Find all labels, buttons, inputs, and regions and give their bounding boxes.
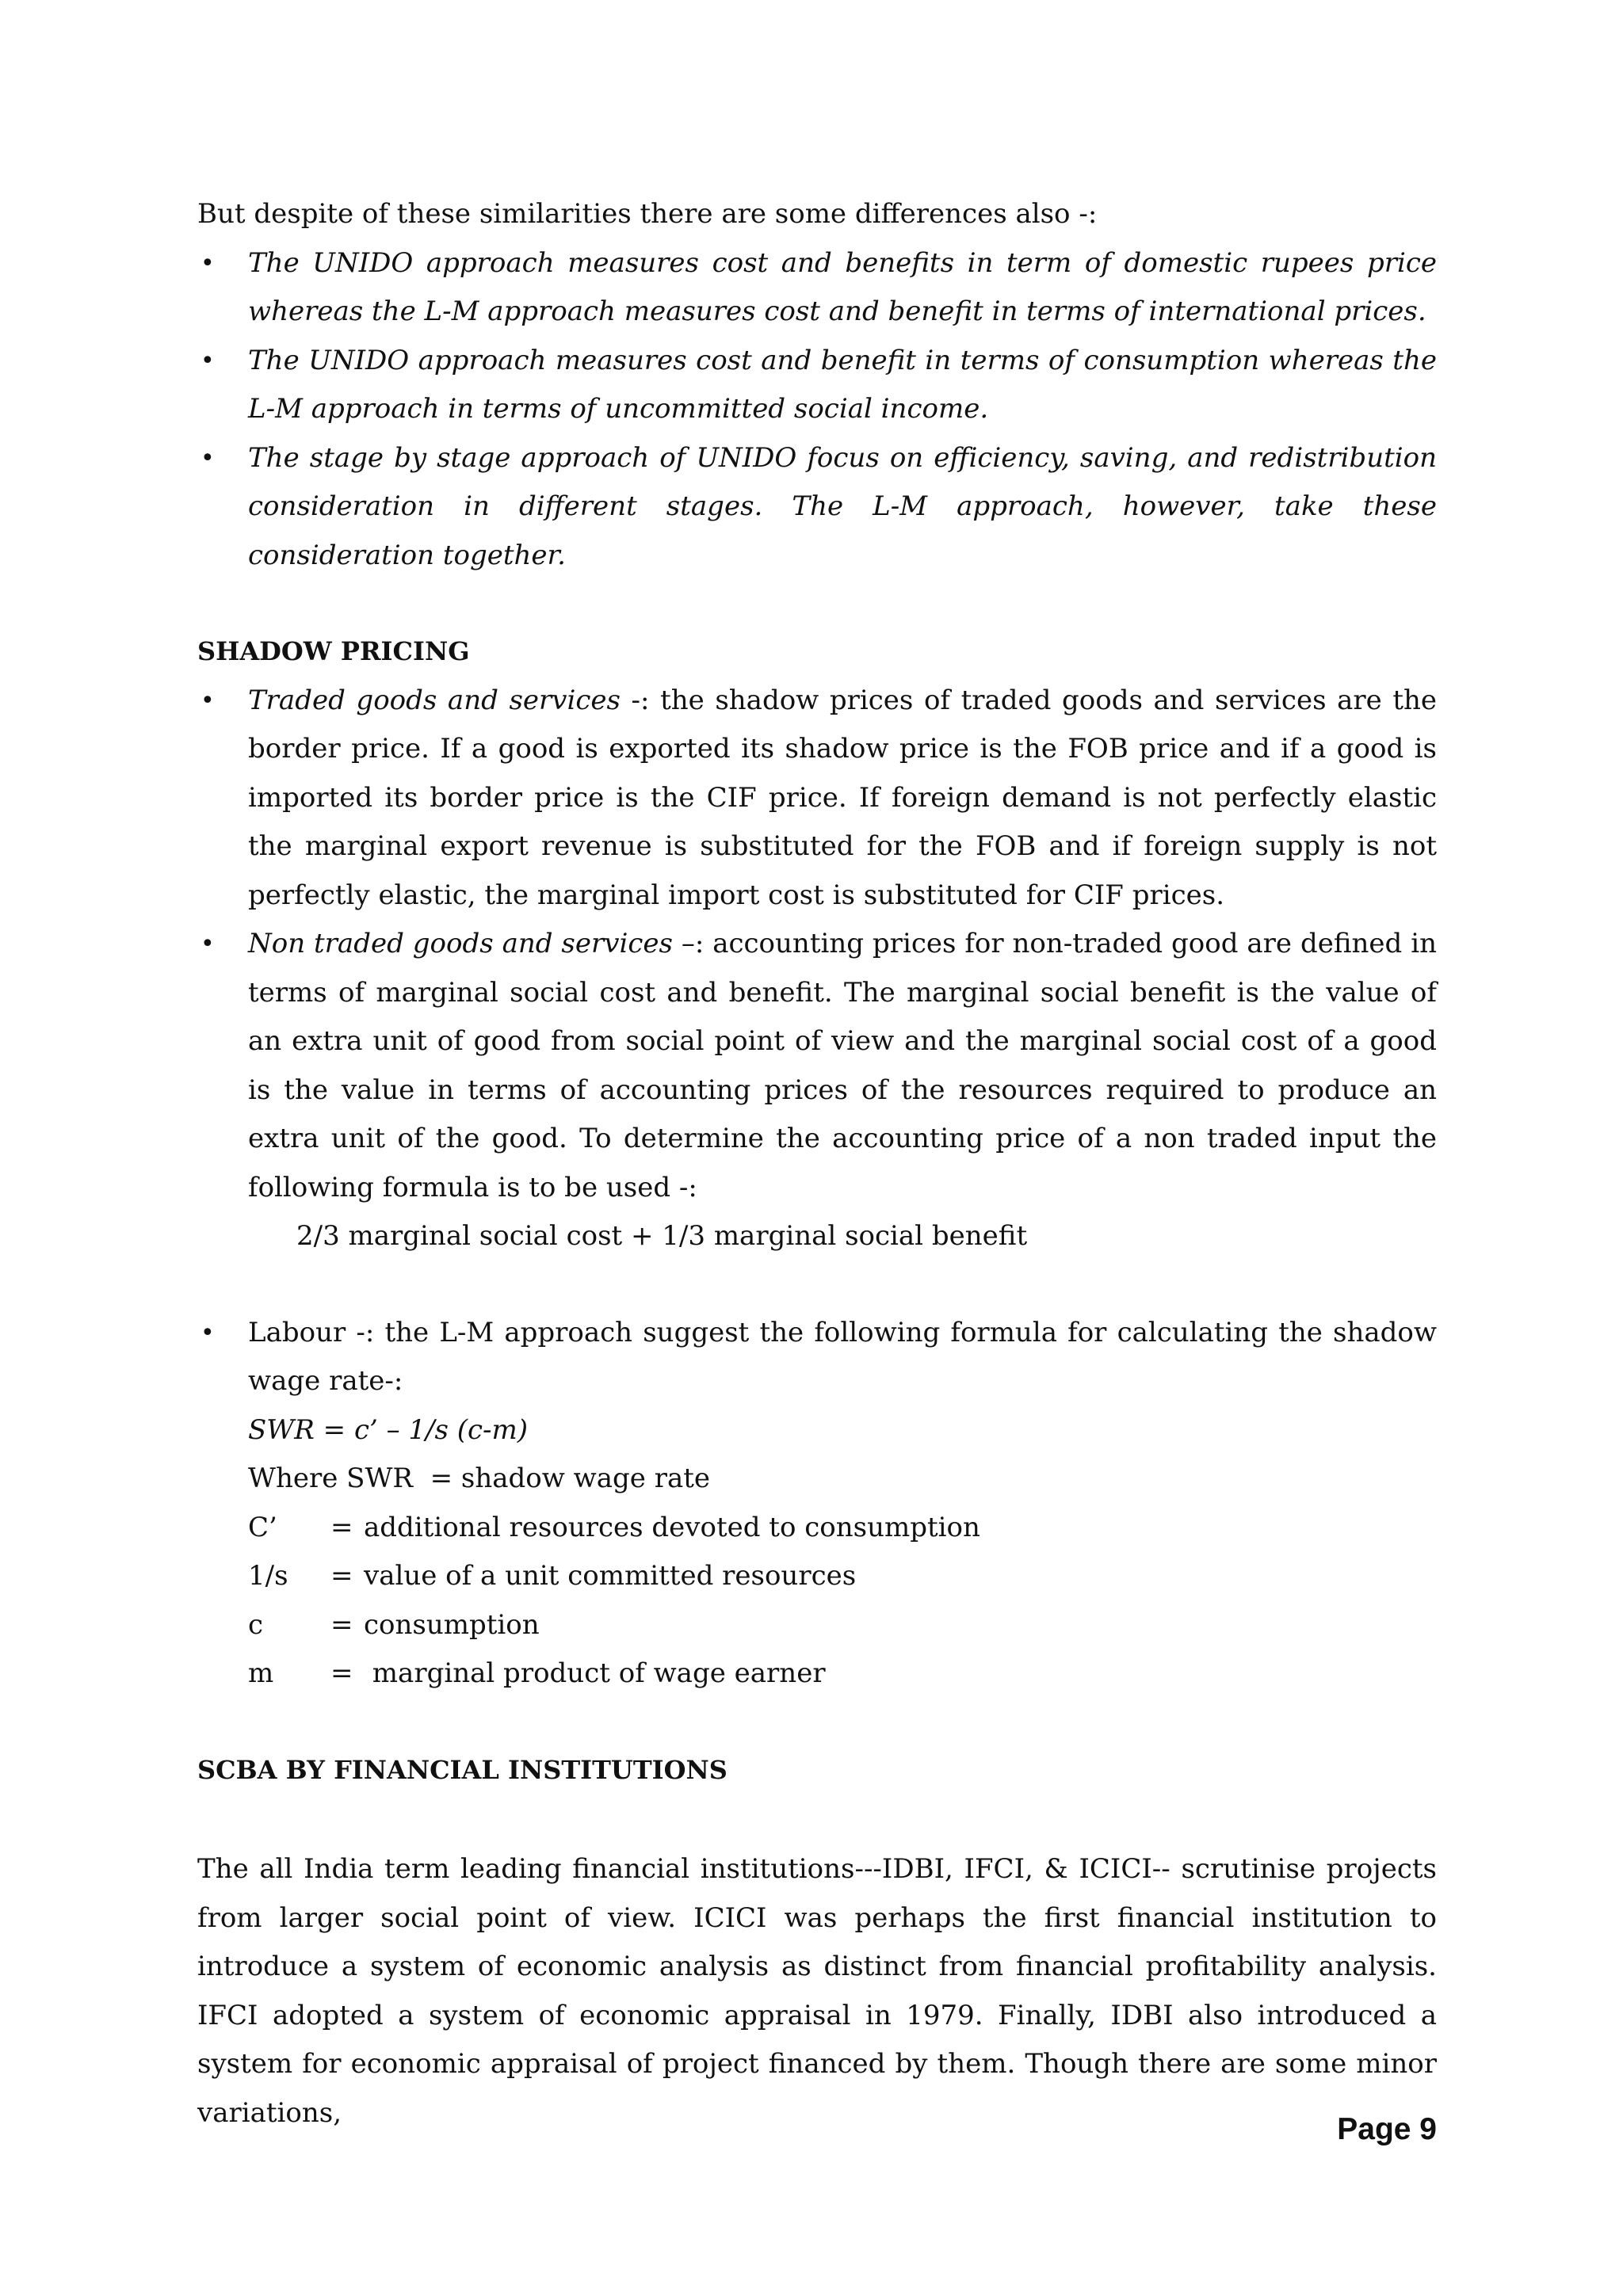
difference-text: The UNIDO approach measures cost and benefits in term of domestic rupees price whereas the L-M approach measures cost and benefit in terms of international prices.	[248, 246, 1437, 327]
difference-text: The UNIDO approach measures cost and benefit in terms of consumption whereas the L-M approach in terms of uncommitted social income.	[248, 344, 1437, 425]
list-item	[197, 337, 1437, 434]
definition-symbol: c	[248, 1608, 264, 1641]
bullet-icon: •	[200, 686, 215, 715]
intro-paragraph: But despite of these similarities there are some differences also -:	[197, 198, 1098, 230]
accounting-price-formula: 2/3 marginal social cost + 1/3 marginal social benefit	[296, 1220, 1028, 1252]
definition-equals: =	[330, 1511, 353, 1543]
definition-row	[248, 1504, 1437, 1553]
definition-row	[248, 1650, 1437, 1699]
swr-formula: SWR = c’ – 1/s (c-m)	[248, 1413, 529, 1446]
list-item	[197, 239, 1437, 337]
definition-meaning: value of a unit committed resources	[364, 1560, 857, 1592]
labour-list	[197, 1309, 1437, 1699]
bullet-icon: •	[200, 1318, 215, 1347]
bullet-icon: •	[200, 346, 215, 375]
bullet-icon: •	[200, 444, 215, 472]
difference-text: The stage by stage approach of UNIDO focus on efficiency, saving, and redistribution consideration in different stages. The L-M approach, however, take these consideration together.	[248, 441, 1437, 571]
definition-symbol: 1/s	[248, 1560, 288, 1592]
definition-equals: =	[330, 1608, 353, 1641]
section-heading-shadow-pricing: SHADOW PRICING	[197, 636, 470, 666]
scba-paragraph: The all India term leading financial institutions---IDBI, IFCI, & ICICI-- scrutinise projects from larger social point of view. ICICI was perhaps the first financial institution to introduce a system of economic analysis as distinct from financial profitability analysis. IFCI adopted a system of economic appraisal in 1979. Finally, IDBI also introduced a system for economic appraisal of project financed by them. Though there are some minor variations,	[197, 1853, 1437, 2129]
definition-row	[248, 1601, 1437, 1650]
definition-meaning: marginal product of wage earner	[364, 1657, 826, 1689]
list-item	[197, 920, 1437, 1261]
non-traded-goods-text: –: accounting prices for non-traded good are defined in terms of marginal social cost and benefit. The marginal social benefit is the value of an extra unit of good from social point of view and the marginal social cost of a good is the value in terms of accounting prices of the resources required to produce an extra unit of the good. To determine the accounting price of a non traded input the following formula is to be used -:	[248, 928, 1437, 1203]
term-non-traded-goods: Non traded goods and services	[248, 928, 673, 959]
definition-symbol: m	[248, 1657, 274, 1689]
definition-equals: =	[330, 1560, 353, 1592]
definition-meaning: consumption	[364, 1608, 540, 1641]
where-line: Where SWR = shadow wage rate	[248, 1463, 711, 1494]
section-heading-scba: SCBA BY FINANCIAL INSTITUTIONS	[197, 1754, 727, 1785]
page-number: Page 9	[1337, 2112, 1437, 2146]
differences-list	[197, 239, 1437, 581]
definition-symbol: C’	[248, 1511, 277, 1543]
term-traded-goods: Traded goods and services	[248, 684, 621, 716]
labour-text: Labour -: the L-M approach suggest the following formula for calculating the shadow wage rate-:	[248, 1316, 1437, 1397]
definition-row	[248, 1552, 1437, 1601]
shadow-pricing-list	[197, 677, 1437, 1261]
definition-equals: =	[330, 1657, 353, 1689]
list-item	[197, 677, 1437, 921]
traded-goods-text: -: the shadow prices of traded goods and services are the border price. If a good is exported its shadow price is the FOB price and if a good is imported its border price is the CIF price. If foreign demand is not perfectly elastic the marginal export revenue is substituted for the FOB and if foreign supply is not perfectly elastic, the marginal import cost is substituted for CIF prices.	[248, 684, 1438, 911]
definition-meaning: additional resources devoted to consumption	[364, 1511, 980, 1543]
list-item	[197, 434, 1437, 581]
document-page	[197, 190, 1437, 2138]
list-item	[197, 1309, 1437, 1699]
bullet-icon: •	[200, 249, 215, 277]
bullet-icon: •	[200, 930, 215, 958]
